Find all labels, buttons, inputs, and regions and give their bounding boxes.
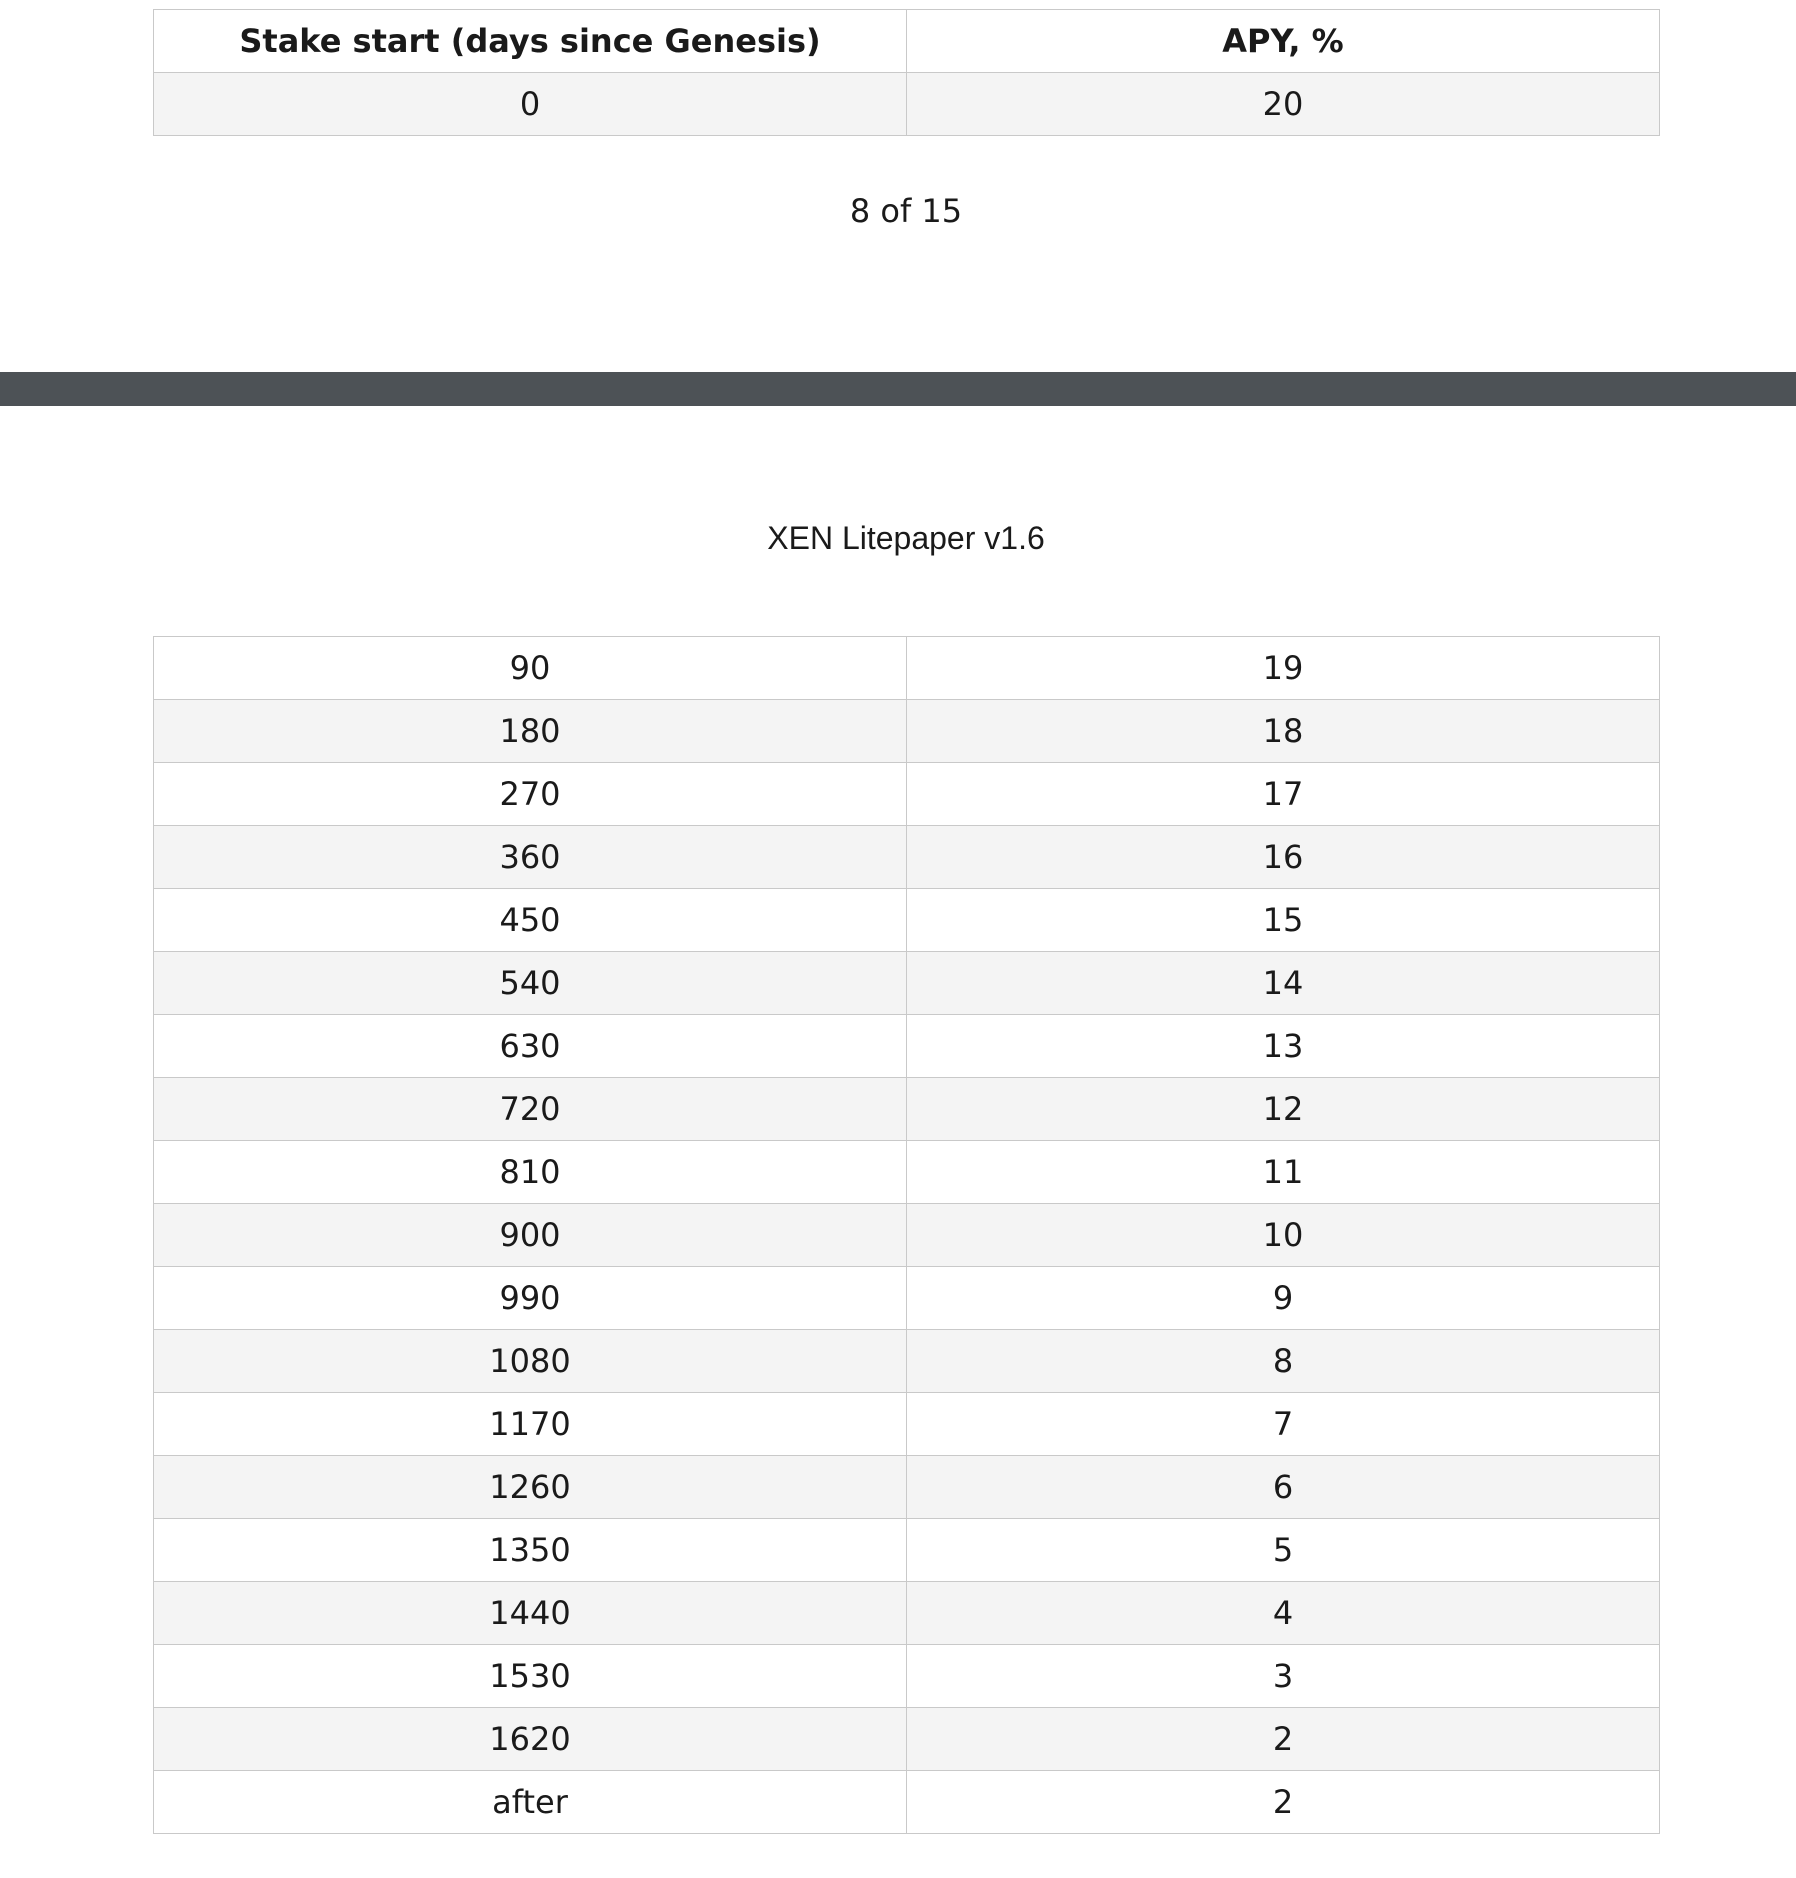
stake-start-cell: 540 [154, 952, 907, 1015]
apy-table-continued [153, 636, 1660, 1834]
apy-cell: 2 [907, 1771, 1660, 1834]
table-row [154, 1393, 1660, 1456]
table-row [154, 952, 1660, 1015]
apy-cell: 15 [907, 889, 1660, 952]
stake-start-cell: 360 [154, 826, 907, 889]
table-row [154, 1330, 1660, 1393]
stake-start-cell: 450 [154, 889, 907, 952]
apy-cell: 9 [907, 1267, 1660, 1330]
document-header: XEN Litepaper v1.6 [767, 520, 1045, 556]
apy-cell: 11 [907, 1141, 1660, 1204]
column-header-stake-start: Stake start (days since Genesis) [154, 10, 907, 73]
apy-cell: 2 [907, 1708, 1660, 1771]
apy-cell: 16 [907, 826, 1660, 889]
stake-start-cell: 0 [154, 73, 907, 136]
stake-start-cell: 1080 [154, 1330, 907, 1393]
apy-cell: 8 [907, 1330, 1660, 1393]
stake-start-cell: 1260 [154, 1456, 907, 1519]
table-row [154, 1708, 1660, 1771]
table-row [154, 1078, 1660, 1141]
apy-cell: 6 [907, 1456, 1660, 1519]
stake-start-cell: 1530 [154, 1645, 907, 1708]
table-row [154, 1456, 1660, 1519]
stake-start-cell: after [154, 1771, 907, 1834]
column-header-apy: APY, % [907, 10, 1660, 73]
table-row [154, 1582, 1660, 1645]
stake-start-cell: 720 [154, 1078, 907, 1141]
stake-start-cell: 180 [154, 700, 907, 763]
table-row [154, 826, 1660, 889]
apy-cell: 13 [907, 1015, 1660, 1078]
apy-cell: 18 [907, 700, 1660, 763]
table-row [154, 637, 1660, 700]
table-row [154, 1015, 1660, 1078]
stake-start-cell: 810 [154, 1141, 907, 1204]
table-row [154, 73, 1660, 136]
stake-start-cell: 630 [154, 1015, 907, 1078]
table-row [154, 763, 1660, 826]
stake-start-cell: 1620 [154, 1708, 907, 1771]
stake-start-cell: 900 [154, 1204, 907, 1267]
apy-cell: 17 [907, 763, 1660, 826]
table-row [154, 1267, 1660, 1330]
table-row [154, 1519, 1660, 1582]
table-row [154, 700, 1660, 763]
table-row [154, 1204, 1660, 1267]
apy-cell: 20 [907, 73, 1660, 136]
apy-cell: 12 [907, 1078, 1660, 1141]
apy-cell: 3 [907, 1645, 1660, 1708]
table-row [154, 1771, 1660, 1834]
apy-cell: 19 [907, 637, 1660, 700]
page-number: 8 of 15 [849, 192, 963, 230]
table-row [154, 1141, 1660, 1204]
table-row [154, 889, 1660, 952]
apy-cell: 4 [907, 1582, 1660, 1645]
table-row [154, 1645, 1660, 1708]
page-divider [0, 372, 1796, 406]
apy-cell: 10 [907, 1204, 1660, 1267]
stake-start-cell: 270 [154, 763, 907, 826]
apy-table-top [153, 9, 1660, 136]
apy-cell: 14 [907, 952, 1660, 1015]
stake-start-cell: 990 [154, 1267, 907, 1330]
stake-start-cell: 90 [154, 637, 907, 700]
stake-start-cell: 1350 [154, 1519, 907, 1582]
table-header-row [154, 10, 1660, 73]
stake-start-cell: 1170 [154, 1393, 907, 1456]
apy-cell: 5 [907, 1519, 1660, 1582]
stake-start-cell: 1440 [154, 1582, 907, 1645]
apy-cell: 7 [907, 1393, 1660, 1456]
